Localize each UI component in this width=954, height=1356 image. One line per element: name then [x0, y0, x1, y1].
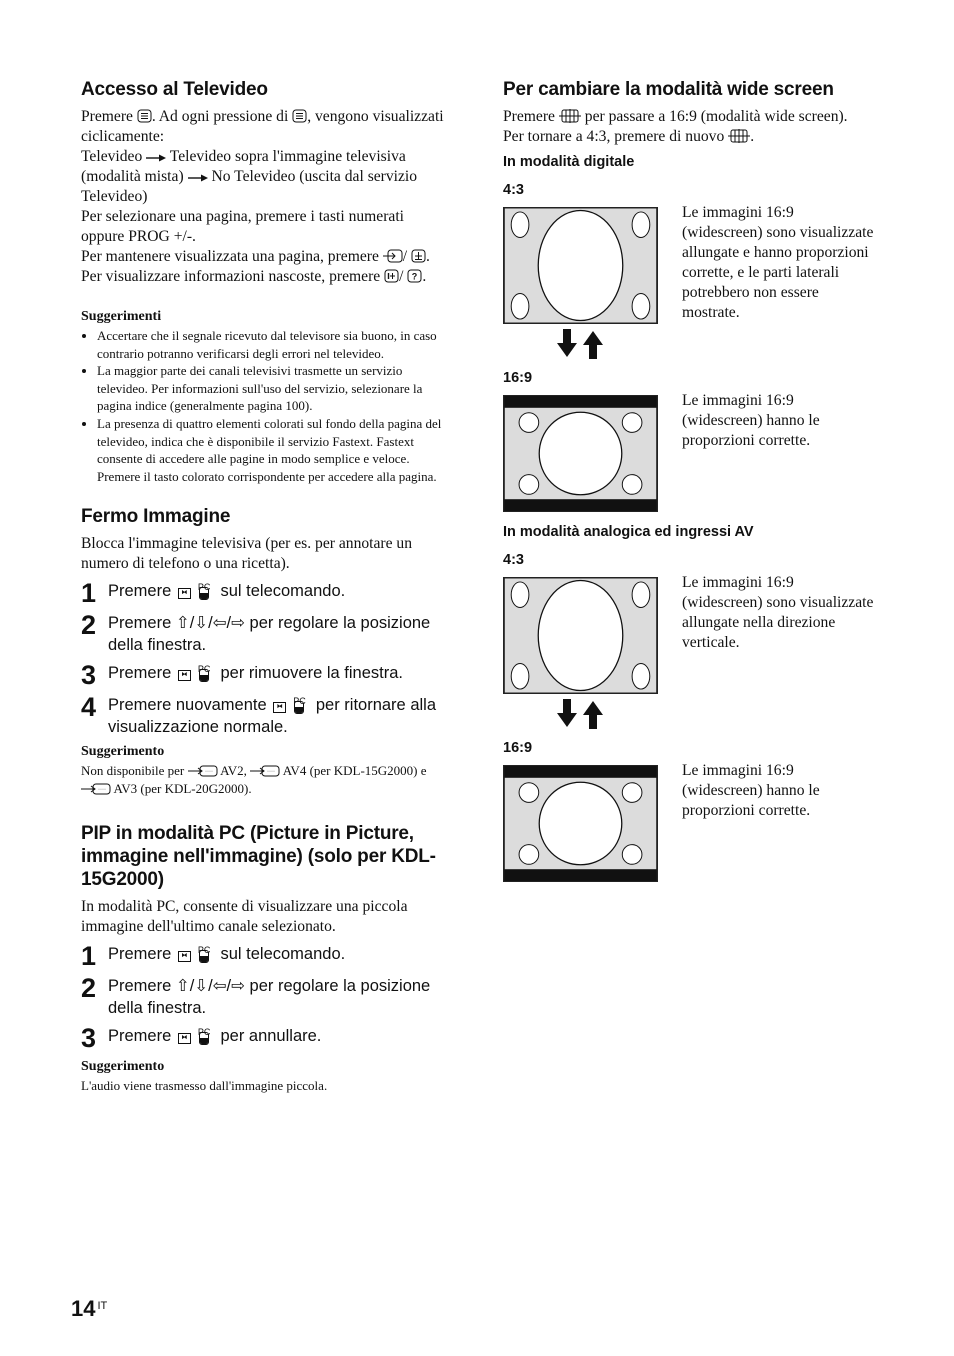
step: [81, 940, 449, 971]
freeze-tip-b: AV2,: [220, 763, 247, 779]
step: [81, 694, 449, 738]
analog-169-text: Le immagini 16:9 (widescreen) hanno le proporzioni corrette.: [682, 762, 820, 819]
pip-intro: In modalità PC, consente di visualizzare una piccola immagine dell'ultimo canale selezionato.: [81, 897, 408, 935]
digital-169-row: [503, 392, 875, 513]
teletext-section: [81, 78, 449, 485]
step-number: 3: [81, 1022, 97, 1053]
step: [81, 1022, 449, 1053]
freeze-tip-d: AV3 (per KDL-20G2000).: [113, 780, 252, 796]
analog-label-169: 16:9: [503, 740, 533, 756]
wide-mode-icon: [559, 109, 581, 123]
pip-steps: [81, 940, 449, 1053]
pip-pc-icon: ⧓ PC: [176, 583, 216, 599]
teletext-line1b: . Ad ogni pressione di: [151, 108, 289, 125]
step-text-a: Premere: [108, 944, 172, 963]
reveal-icon: [407, 269, 422, 283]
teletext-icon: [137, 109, 152, 123]
pip-pc-icon: ⧓ PC: [176, 1028, 216, 1044]
digital-43-text: Le immagini 16:9 (widescreen) sono visualizzate allungate e hanno proporzioni corrette, e le parti laterali potrebbero non essere mostrate.: [682, 204, 874, 321]
digital-title: In modalità digitale: [503, 154, 635, 170]
list-item: • La maggior parte dei canali televisivi trasmette un servizio televideo. Per informazioni sull'uso del servizio, selezionare la pagina indice (generalmente pagina 100).: [97, 362, 449, 415]
wide-p2a: Per tornare a 4:3, premere di nuovo: [503, 128, 725, 145]
svg-text:····: ····: [204, 769, 213, 776]
teletext-line4: Per mantenere visualizzata una pagina, premere: [81, 248, 379, 265]
svg-text:····: ····: [267, 769, 276, 776]
step-number: 3: [81, 660, 97, 691]
step-text-a: Premere: [108, 976, 172, 995]
teletext-line1c: , vengono visualizzati ciclicamente:: [81, 108, 444, 145]
analog-43-row: [503, 574, 875, 695]
widescreen-picture-illustration: [503, 765, 658, 882]
teletext-line1a: Premere: [81, 108, 133, 125]
wide-p1a: Premere: [503, 108, 555, 125]
digital-label-43: 4:3: [503, 182, 524, 198]
av-input-icon: [81, 783, 111, 795]
left-column: [81, 78, 449, 1094]
digital-169-text: Le immagini 16:9 (widescreen) hanno le proporzioni corrette.: [682, 392, 820, 449]
list-item: • La presenza di quattro elementi colorati sul fondo della pagina del televideo, indica che è disponibile il servizio Fastext. Fastext consente di accedere alle pagine in modo semplice e veloce. Premere il tasto colorato corrispondente per accedere alla pagina.: [97, 415, 449, 485]
freeze-steps: [81, 580, 449, 738]
step-text-a: Premere: [108, 1026, 172, 1045]
wide-mode-icon: [728, 129, 750, 143]
teletext-line3: Per selezionare una pagina, premere i tasti numerati oppure PROG +/-.: [81, 208, 404, 245]
step: [81, 612, 449, 656]
direction-arrows-icon: ⇧/⇩/⇦/⇨: [175, 976, 245, 995]
pip-pc-icon: ⧓ PC: [176, 665, 216, 681]
teletext-tips-title: Suggerimenti: [81, 309, 162, 324]
step-text-b: sul telecomando.: [220, 582, 346, 601]
teletext-text: Premere . Ad ogni pressione di , vengono visualizzati ciclicamente: Televideo Televideo sopra l'immagine televisiva (modalità mista) No Televideo (uscita dal servizio Televideo) Per selezionare una pagina, premere i tasti numerati oppure PROG +/-. Per mantenere visualizzata una pagina, premere / . Per visualizzare informazioni nascoste, premere / ? .: [81, 108, 444, 285]
av-input-icon: [188, 765, 218, 777]
teletext-line2a: Televideo: [81, 148, 143, 165]
hold-icon: [411, 249, 426, 263]
step-number: 1: [81, 940, 97, 971]
teletext-tips-list: [81, 327, 449, 485]
pip-tip-text: L'audio viene trasmesso dall'immagine piccola.: [81, 1077, 328, 1093]
step-text-a: Premere nuovamente: [108, 696, 267, 715]
wide-p1b: per passare a 16:9 (modalità wide screen).: [584, 108, 848, 125]
teletext-icon: [292, 109, 307, 123]
list-item: • Accertare che il segnale ricevuto dal televisore sia buono, in caso contrario potranno verificarsi degli errori nel televideo.: [97, 327, 449, 362]
step-number: 2: [81, 610, 97, 641]
step-text-a: Premere: [108, 664, 172, 683]
av-input-icon: [250, 765, 280, 777]
digital-43-row: [503, 204, 875, 325]
step-text-b: per regolare la posizione della finestra.: [108, 976, 431, 1017]
step: [81, 578, 449, 609]
pip-pc-icon: ⧓ PC: [271, 697, 311, 713]
step-text-a: Premere: [108, 614, 172, 633]
pip-pc-icon: ⧓ PC: [176, 946, 216, 962]
step: [81, 972, 449, 1019]
arrow-right-icon: [188, 173, 208, 183]
wide-intro: Premere per passare a 16:9 (modalità wide screen). Per tornare a 4:3, premere di nuovo .: [503, 108, 848, 145]
analog-label-43: 4:3: [503, 552, 524, 568]
step-number: 1: [81, 578, 97, 609]
step-text-b: per annullare.: [220, 1026, 322, 1045]
wide-title: Per cambiare la modalità wide screen: [503, 79, 834, 100]
teletext-line2b: Televideo sopra l'immagine televisiva (modalità mista): [81, 148, 406, 185]
digital-label-169: 16:9: [503, 370, 533, 386]
freeze-tip-a: Non disponibile per: [81, 763, 185, 779]
widescreen-picture-illustration: [503, 395, 658, 512]
swap-arrows-icon: [503, 695, 875, 729]
page-language: IT: [97, 1300, 108, 1312]
teletext-line2c: No Televideo (uscita dal servizio Televideo): [81, 168, 418, 205]
step-number: 2: [81, 972, 97, 1003]
hold-icon: [383, 249, 403, 263]
step-number: 4: [81, 692, 97, 723]
step-text-b: per rimuovere la finestra.: [220, 664, 403, 683]
pip-tip-title: Suggerimento: [81, 1058, 165, 1074]
step-text-b: per ritornare alla visualizzazione normale.: [108, 696, 436, 737]
step: [81, 660, 449, 691]
page-number-value: 14: [71, 1296, 96, 1321]
page-number: [71, 1296, 107, 1322]
analog-169-row: [503, 762, 875, 883]
teletext-line5: Per visualizzare informazioni nascoste, premere: [81, 268, 381, 285]
step-text-b: per regolare la posizione della finestra.: [108, 614, 431, 655]
stretched-picture-illustration: [503, 577, 658, 694]
freeze-section: [81, 505, 449, 797]
analog-title: In modalità analogica ed ingressi AV: [503, 524, 754, 540]
right-column: [503, 78, 875, 883]
teletext-title: Accesso al Televideo: [81, 79, 268, 100]
freeze-title: Fermo Immagine: [81, 506, 231, 528]
reveal-icon: [384, 269, 399, 283]
svg-text:····: ····: [98, 786, 106, 793]
analog-43-text: Le immagini 16:9 (widescreen) sono visualizzate allungate nella direzione verticale.: [682, 574, 874, 651]
pip-section: [81, 822, 449, 1095]
freeze-tip-c: AV4 (per KDL-15G2000) e: [282, 763, 427, 779]
swap-arrows-icon: [503, 325, 875, 359]
freeze-tip-title: Suggerimento: [81, 744, 165, 760]
stretched-picture-illustration: [503, 207, 658, 324]
step-text-a: Premere: [108, 582, 172, 601]
direction-arrows-icon: ⇧/⇩/⇦/⇨: [175, 614, 245, 633]
arrow-right-icon: [146, 153, 166, 163]
freeze-intro: Blocca l'immagine televisiva (per es. per annotare un numero di telefono o una ricetta).: [81, 535, 413, 573]
freeze-tip-text: [81, 762, 449, 797]
pip-title: PIP in modalità PC (Picture in Picture, immagine nell'immagine) (solo per KDL-15G2000): [81, 822, 436, 890]
step-text-b: sul telecomando.: [220, 944, 346, 963]
svg-text:?: ?: [412, 271, 418, 282]
